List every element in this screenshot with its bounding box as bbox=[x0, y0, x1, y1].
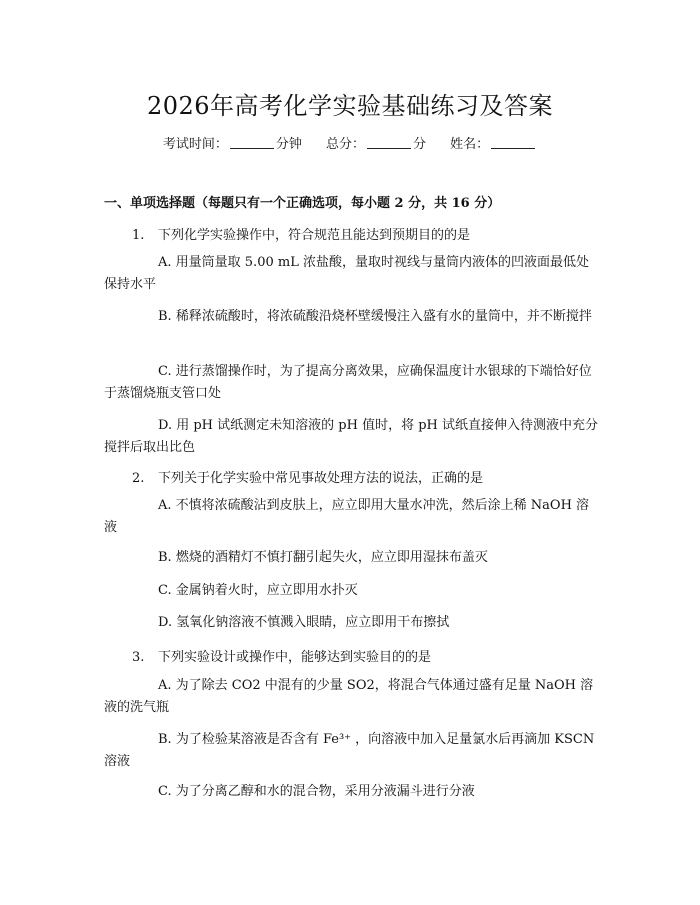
score-field bbox=[326, 137, 426, 152]
option-2a: A. 不慎将浓硫酸沾到皮肤上，应立即用大量水冲洗，然后涂上稀 NaOH 溶液 bbox=[104, 498, 590, 535]
question-number: 3. bbox=[132, 650, 145, 665]
question-stem: 下列关于化学实验中常见事故处理方法的说法，正确的是 bbox=[158, 471, 484, 486]
exam-meta bbox=[0, 133, 700, 152]
option-2b: B. 燃烧的酒精灯不慎打翻引起失火，应立即用湿抹布盖灭 bbox=[158, 550, 488, 565]
option-1a: A. 用量筒量取 5.00 mL 浓盐酸，量取时视线与量筒内液体的凹液面最低处保持水平 bbox=[104, 255, 589, 292]
score-label: 总分： bbox=[325, 137, 365, 152]
option-2d: D. 氢氧化钠溶液不慎溅入眼睛，应立即用干布擦拭 bbox=[158, 615, 450, 630]
question-2 bbox=[132, 467, 483, 486]
score-unit: 分 bbox=[413, 137, 427, 152]
score-blank[interactable] bbox=[367, 136, 411, 149]
question-1 bbox=[132, 224, 470, 243]
question-3 bbox=[132, 646, 431, 665]
time-unit: 分钟 bbox=[275, 137, 302, 152]
option-1d: D. 用 pH 试纸测定未知溶液的 pH 值时，将 pH 试纸直接伸入待测液中充分搅拌后取出比色 bbox=[104, 418, 598, 455]
option-1c: C. 进行蒸馏操作时，为了提高分离效果，应确保温度计水银球的下端恰好位于蒸馏烧瓶支管口处 bbox=[104, 364, 592, 401]
option-3c: C. 为了分离乙醇和水的混合物，采用分液漏斗进行分液 bbox=[158, 784, 475, 799]
option-1b: B. 稀释浓硫酸时，将浓硫酸沿烧杯壁缓慢注入盛有水的量筒中，并不断搅拌 bbox=[158, 309, 592, 324]
name-field bbox=[450, 137, 537, 152]
option-3b: B. 为了检验某溶液是否含有 Fe³⁺ ，向溶液中加入足量氯水后再滴加 KSCN 溶液 bbox=[104, 732, 595, 769]
time-field bbox=[163, 137, 302, 152]
section-title: 一、单项选择题（每题只有一个正确选项，每小题 2 分，共 16 分） bbox=[104, 196, 501, 211]
question-stem: 下列化学实验操作中，符合规范且能达到预期目的的是 bbox=[158, 228, 471, 243]
question-number: 2. bbox=[132, 471, 145, 486]
time-blank[interactable] bbox=[230, 136, 274, 149]
page-title: 2026年高考化学实验基础练习及答案 bbox=[146, 92, 554, 120]
name-label: 姓名： bbox=[450, 137, 490, 152]
option-2c: C. 金属钠着火时，应立即用水扑灭 bbox=[158, 583, 358, 598]
option-3a: A. 为了除去 CO2 中混有的少量 SO2，将混合气体通过盛有足量 NaOH 溶液的洗气瓶 bbox=[104, 678, 594, 715]
name-blank[interactable] bbox=[491, 136, 535, 149]
time-label: 考试时间： bbox=[162, 137, 228, 152]
question-number: 1. bbox=[132, 228, 145, 243]
question-stem: 下列实验设计或操作中，能够达到实验目的的是 bbox=[158, 650, 432, 665]
